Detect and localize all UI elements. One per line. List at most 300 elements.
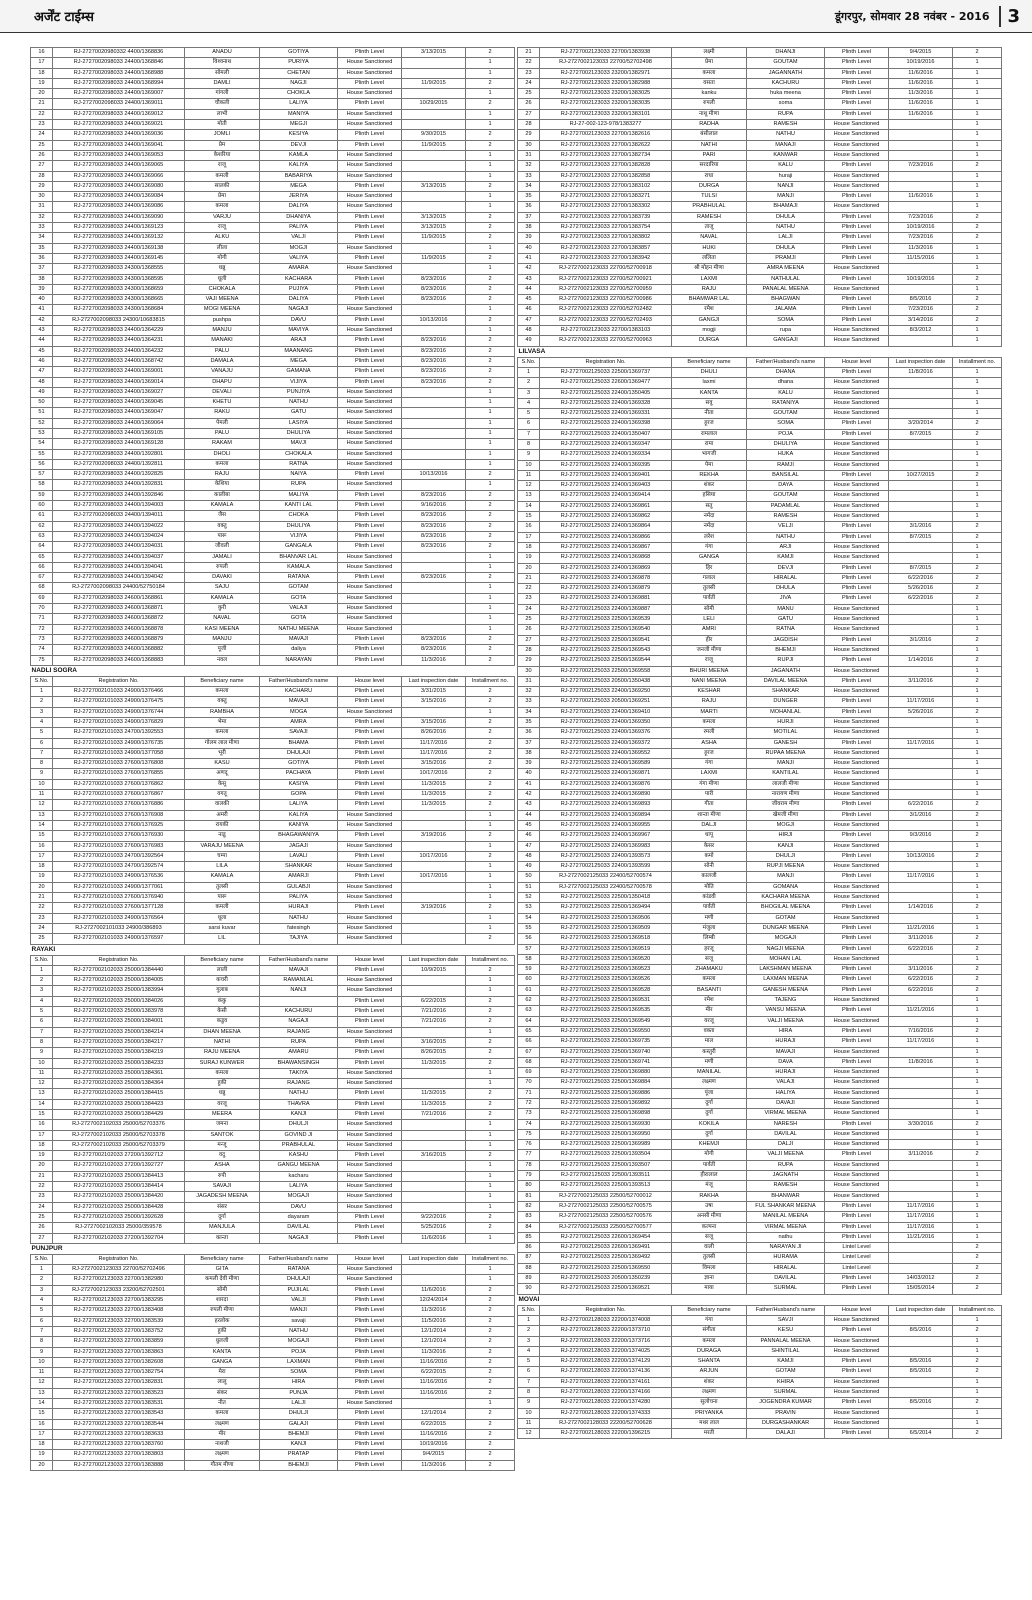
table-row	[518, 1160, 1002, 1170]
table-cell: HIRALAL	[747, 573, 825, 583]
table-cell: NAVAL	[185, 614, 260, 624]
table-cell: 53	[31, 428, 53, 438]
table-cell: RJ-2727002102033 25000/1384414	[53, 1182, 185, 1192]
table-cell: 1	[466, 58, 515, 68]
table-row	[518, 1232, 1002, 1242]
table-cell: 1	[953, 439, 1002, 449]
table-cell: 51	[31, 408, 53, 418]
table-cell: 1	[953, 1408, 1002, 1418]
table-cell: NAGAJI	[260, 1017, 338, 1027]
table-row	[518, 779, 1002, 789]
table-cell: RJ-2727002101033 27600/1376867	[53, 790, 185, 800]
table-cell: RJ-2727002102033 25000/1384219	[53, 1048, 185, 1058]
table-cell: 2	[466, 1296, 515, 1306]
table-cell: rupa	[747, 326, 825, 336]
table-cell: 33	[31, 223, 53, 233]
column-header: Last inspection date	[889, 1305, 953, 1315]
table-row	[518, 48, 1002, 58]
table-cell: House Sanctioned	[825, 1171, 889, 1181]
table-cell: RJ-2727002125033 22500/1393513	[540, 1181, 672, 1191]
table-cell: Plinth Level	[825, 573, 889, 583]
table-cell: कमला	[185, 728, 260, 738]
table-cell: 2	[466, 1212, 515, 1222]
table-cell: RJ-2727002125033 22400/1369403	[540, 481, 672, 491]
table-cell: 64	[31, 542, 53, 552]
table-cell: RJ-2727002125033 22500/1369535	[540, 1006, 672, 1016]
table-cell: RJ-2727002101033 27600/1376940	[53, 893, 185, 903]
table-cell: 16	[31, 841, 53, 851]
table-cell: House Sanctioned	[825, 512, 889, 522]
table-row	[31, 1409, 515, 1419]
table-cell: पारू	[185, 531, 260, 541]
table-cell: GANESH MEENA	[747, 985, 825, 995]
table-row	[31, 295, 515, 305]
table-cell: 1	[953, 501, 1002, 511]
table-cell: 80	[518, 1181, 540, 1191]
table-cell: 41	[31, 305, 53, 315]
table-cell: GOPA	[260, 790, 338, 800]
table-cell: RJ-2727002123033 22700/52702498	[540, 58, 672, 68]
section-title: RAYAKI	[31, 945, 56, 953]
table-cell: PRABHULAL	[672, 202, 747, 212]
table-cell: 11/3/2016	[889, 89, 953, 99]
table-cell: नवल	[185, 655, 260, 665]
table-cell: RAMESH	[747, 120, 825, 130]
table-cell	[889, 841, 953, 851]
table-row	[31, 1337, 515, 1347]
table-cell: 16	[31, 48, 53, 58]
table-cell	[402, 428, 466, 438]
table-cell: 15	[31, 1109, 53, 1119]
table-cell	[889, 491, 953, 501]
table-cell: 8/3/2012	[889, 326, 953, 336]
table-cell: Plinth Level	[338, 1460, 402, 1470]
table-cell: House Sanctioned	[825, 284, 889, 294]
table-cell: RJ-2727002098033 24400/1369047	[53, 408, 185, 418]
table-cell: Plinth Level	[825, 1212, 889, 1222]
table-row	[31, 78, 515, 88]
table-cell: 10	[518, 460, 540, 470]
table-cell: 2	[466, 1378, 515, 1388]
table-cell	[402, 810, 466, 820]
table-row	[518, 790, 1002, 800]
table-cell: Plinth Level	[338, 1347, 402, 1357]
table-cell: House Sanctioned	[338, 1161, 402, 1171]
table-cell: LIL	[185, 934, 260, 944]
table-cell: 1	[466, 624, 515, 634]
table-cell: VALIYA	[260, 253, 338, 263]
table-cell: ASHA	[672, 738, 747, 748]
table-cell: House Sanctioned	[338, 707, 402, 717]
table-cell: RJ-2727002125033 22400/1369350	[540, 718, 672, 728]
column-header: Last inspection date	[402, 676, 466, 686]
table-cell: House Sanctioned	[338, 305, 402, 315]
table-cell: दुर्गा	[672, 1098, 747, 1108]
table-cell: 1	[953, 378, 1002, 388]
table-row	[518, 862, 1002, 872]
table-cell: BHOGILAL MEENA	[747, 903, 825, 913]
table-cell: VIRMAL MEENA	[747, 1109, 825, 1119]
table-cell: 12	[31, 1378, 53, 1388]
table-cell: MEGA	[260, 181, 338, 191]
table-cell: 5/26/2016	[889, 584, 953, 594]
table-cell: House Sanctioned	[338, 89, 402, 99]
table-cell: RJ-2727002125033 22500/1350418	[540, 893, 672, 903]
table-cell: KACHARA	[260, 274, 338, 284]
table-row	[518, 1357, 1002, 1367]
table-cell: 2	[466, 1099, 515, 1109]
table-cell: Plinth Level	[825, 429, 889, 439]
table-cell: 45	[31, 346, 53, 356]
table-cell: 8/23/2016	[402, 521, 466, 531]
table-row	[518, 1098, 1002, 1108]
table-cell: 24	[518, 78, 540, 88]
table-cell: 5/26/2016	[889, 707, 953, 717]
table-cell: dayaram	[260, 1212, 338, 1222]
table-cell: RJ-2727002123033 22700/1383938	[540, 48, 672, 58]
table-cell: Plinth Level	[338, 738, 402, 748]
table-row	[518, 1201, 1002, 1211]
table-cell: 52	[518, 893, 540, 903]
table-cell: 11/6/2016	[889, 78, 953, 88]
table-cell: LAXMAN MEENA	[747, 975, 825, 985]
table-cell: RJ-2727002125033 22500/1369950	[540, 1129, 672, 1139]
table-cell: FUL SHANKAR MEENA	[747, 1201, 825, 1211]
table-cell: KAMJI	[747, 1357, 825, 1367]
table-cell: CHOKLA	[260, 89, 338, 99]
table-row	[518, 367, 1002, 377]
table-cell: Plinth Level	[825, 419, 889, 429]
table-row	[31, 1048, 515, 1058]
table-cell: SAVJI	[747, 1315, 825, 1325]
table-cell: TAJIYA	[260, 934, 338, 944]
table-cell: RUPJI MEENA	[747, 862, 825, 872]
table-cell: जैस	[185, 511, 260, 521]
table-cell: 1	[953, 264, 1002, 274]
table-cell: 2	[518, 378, 540, 388]
column-header: Installment no.	[466, 676, 515, 686]
table-cell: VALJI MEENA	[747, 1150, 825, 1160]
table-cell: House Sanctioned	[338, 862, 402, 872]
table-cell: पारी	[672, 790, 747, 800]
table-row	[518, 89, 1002, 99]
table-row	[31, 624, 515, 634]
table-cell: 1/14/2016	[889, 656, 953, 666]
table-cell: 2	[466, 965, 515, 975]
table-cell: 9/3/2016	[889, 831, 953, 841]
table-cell: MEERA	[185, 1109, 260, 1119]
table-cell: 67	[518, 1047, 540, 1057]
table-cell	[402, 841, 466, 851]
table-cell: प्रेमा	[672, 58, 747, 68]
section-title: PUNJPUR	[31, 1244, 63, 1252]
column-header: Registration No.	[53, 676, 185, 686]
table-cell: 2	[466, 367, 515, 377]
column-header: Father/Husband's name	[260, 1254, 338, 1264]
table-row	[518, 841, 1002, 851]
table-cell: House Sanctioned	[338, 1265, 402, 1275]
table-cell: लरेश	[672, 532, 747, 542]
table-cell: RJ-2727002101033 27600/1376808	[53, 759, 185, 769]
table-cell: 3	[518, 388, 540, 398]
table-cell: GOTA	[260, 593, 338, 603]
table-cell: RJ-2727002098033 24400/1364232	[53, 346, 185, 356]
table-cell: GOTAM	[260, 583, 338, 593]
table-cell: 1	[953, 1346, 1002, 1356]
table-cell: Plinth Level	[825, 470, 889, 480]
table-row	[518, 996, 1002, 1006]
table-cell: 1	[466, 68, 515, 78]
table-cell: 6	[31, 738, 53, 748]
table-cell: Plinth Level	[338, 779, 402, 789]
column-header: Father/Husband's name	[260, 955, 338, 965]
table-cell: Plinth Level	[825, 1150, 889, 1160]
table-cell: 51	[518, 882, 540, 892]
table-cell: RJ-2727002101033 24900/1376475	[53, 697, 185, 707]
table-cell: Plinth Level	[825, 58, 889, 68]
table-cell: MAVIYA	[260, 326, 338, 336]
table-cell: 3	[518, 1336, 540, 1346]
table-cell: Plinth Level	[825, 1429, 889, 1439]
table-cell: RJ-2727002098033 24400/1369084	[53, 192, 185, 202]
table-cell: House Sanctioned	[825, 130, 889, 140]
table-cell: 10/19/2016	[402, 1440, 466, 1450]
table-cell: 26	[31, 1223, 53, 1233]
table-cell: Plinth Level	[338, 872, 402, 882]
table-row	[518, 398, 1002, 408]
table-cell: सतु	[672, 501, 747, 511]
table-cell: Plinth Level	[825, 1026, 889, 1036]
table-cell: 1	[466, 418, 515, 428]
table-cell: नीता	[672, 409, 747, 419]
table-cell: LALJI	[747, 233, 825, 243]
table-cell: House Sanctioned	[825, 882, 889, 892]
table-row	[518, 759, 1002, 769]
table-cell: AMRA MEENA	[747, 264, 825, 274]
table-cell: KHEMJI	[672, 1140, 747, 1150]
table-cell: RJ-2727002125033 22500/1369526	[540, 975, 672, 985]
table-cell: 1	[466, 893, 515, 903]
table-cell: 11	[31, 790, 53, 800]
table-cell: 2	[466, 1326, 515, 1336]
table-cell: 2	[466, 634, 515, 644]
table-cell: RJ-2727002125033 22400/1369414	[540, 491, 672, 501]
table-cell: 2	[466, 78, 515, 88]
table-cell: 35	[31, 243, 53, 253]
table-cell: 8/7/2015	[889, 563, 953, 573]
table-cell: NARAYAN JI	[747, 1243, 825, 1253]
table-cell: हुकी	[185, 1079, 260, 1089]
table-cell: 72	[518, 1098, 540, 1108]
table-cell: JOMLI	[185, 130, 260, 140]
table-cell: 22	[31, 903, 53, 913]
table-cell: 8/23/2016	[402, 356, 466, 366]
table-cell: Plinth Level	[338, 233, 402, 243]
table-cell: NATHU	[260, 913, 338, 923]
table-cell: LALJI	[260, 1399, 338, 1409]
table-cell: 6/22/2015	[402, 1419, 466, 1429]
table-cell: Plinth Level	[825, 1201, 889, 1211]
table-cell: DAVAKI	[185, 573, 260, 583]
table-cell: RJ-2727002102033 25000/1392628	[53, 1212, 185, 1222]
table-cell: 2	[466, 223, 515, 233]
table-cell: RJ-2727002102033 25000/1384420	[53, 1192, 185, 1202]
table-cell: House Sanctioned	[825, 553, 889, 563]
table-row	[518, 563, 1002, 573]
table-cell: 31	[518, 150, 540, 160]
table-cell: SOMA	[747, 419, 825, 429]
table-cell: 2	[953, 522, 1002, 532]
table-cell: 2	[953, 635, 1002, 645]
table-cell	[402, 58, 466, 68]
table-row	[31, 831, 515, 841]
table-cell: House Sanctioned	[338, 810, 402, 820]
table-cell: 14	[31, 1399, 53, 1409]
table-cell: 11/5/2016	[402, 1316, 466, 1326]
table-cell: 10/29/2015	[402, 99, 466, 109]
table-cell: Plinth Level	[825, 522, 889, 532]
table-cell: House Sanctioned	[338, 192, 402, 202]
table-cell: सवु	[672, 398, 747, 408]
table-cell: NANJI	[260, 986, 338, 996]
table-cell: House Sanctioned	[825, 542, 889, 552]
table-cell: 2	[953, 903, 1002, 913]
table-cell: 2	[466, 718, 515, 728]
table-row	[31, 851, 515, 861]
table-row	[518, 615, 1002, 625]
table-cell: RJ-2727002098033 24300/1368595	[53, 274, 185, 284]
table-cell: House Sanctioned	[825, 604, 889, 614]
table-cell: CHOKALA	[185, 284, 260, 294]
header-row	[31, 676, 515, 686]
table-cell: 66	[31, 562, 53, 572]
table-cell: विमला	[672, 1263, 747, 1273]
table-cell: 3/13/2015	[402, 223, 466, 233]
table-cell: RJ-2727002125033 22400/1369331	[540, 409, 672, 419]
table-cell: 2	[953, 1284, 1002, 1294]
table-cell: 1	[953, 625, 1002, 635]
table-cell: 48	[518, 326, 540, 336]
table-row	[31, 192, 515, 202]
table-row	[31, 377, 515, 387]
table-row	[518, 820, 1002, 830]
table-cell: RJ-2727002125033 22400/1369878	[540, 573, 672, 583]
table-cell: 11/3/2015	[402, 779, 466, 789]
table-cell: House Sanctioned	[825, 1388, 889, 1398]
table-cell: GANGU MEENA	[260, 1161, 338, 1171]
section-title: NADLI SOGRA	[31, 666, 77, 674]
table-cell: 32	[518, 161, 540, 171]
table-cell: कंकु	[185, 996, 260, 1006]
table-cell: RJ-2727002101033 27600/1376862	[53, 779, 185, 789]
table-cell: 1	[466, 583, 515, 593]
table-row	[31, 1223, 515, 1233]
table-cell: RUPAA MEENA	[747, 748, 825, 758]
table-cell: 1	[466, 1192, 515, 1202]
table-cell: कमली देवी मीणा	[185, 1275, 260, 1285]
table-cell: JAGNATH	[747, 1171, 825, 1181]
table-cell: 11/17/2016	[889, 697, 953, 707]
table-cell: RJ-2727002125033 22400/1369876	[540, 779, 672, 789]
table-cell: 8/5/2016	[889, 1326, 953, 1336]
table-cell: JAGANATH	[747, 666, 825, 676]
table-cell: RJ-2727002125033 22400/1369376	[540, 728, 672, 738]
table-cell: MAVAJI	[260, 634, 338, 644]
table-cell: 37	[518, 738, 540, 748]
table-cell: HUKI	[672, 243, 747, 253]
table-cell: MANIYA	[260, 109, 338, 119]
table-cell: RJ-2727002128033 22200/1374008	[540, 1315, 672, 1325]
table-cell: Plinth Level	[338, 1326, 402, 1336]
table-cell: सोमी	[672, 604, 747, 614]
table-cell: 1	[953, 243, 1002, 253]
table-cell	[889, 625, 953, 635]
table-cell	[402, 305, 466, 315]
table-cell: RJ-2727002125033 22500/1369520	[540, 954, 672, 964]
table-cell: 8/26/2015	[402, 1048, 466, 1058]
table-cell: pushpa	[185, 315, 260, 325]
table-cell: केशिया	[185, 480, 260, 490]
table-cell: वाली	[672, 1243, 747, 1253]
table-row	[518, 1336, 1002, 1346]
table-row	[518, 1377, 1002, 1387]
table-cell: huraji	[747, 171, 825, 181]
table-cell	[889, 264, 953, 274]
table-cell: MANILAL	[672, 1068, 747, 1078]
table-cell: 1	[953, 1315, 1002, 1325]
table-cell: कमला	[185, 1409, 260, 1419]
table-cell: गीता	[672, 800, 747, 810]
table-cell: कमली	[185, 171, 260, 181]
table-cell: MANAJI	[747, 140, 825, 150]
table-cell: RATNA	[260, 459, 338, 469]
table-row	[31, 428, 515, 438]
table-cell: 29	[518, 130, 540, 140]
table-cell: 8/23/2016	[402, 511, 466, 521]
table-row	[518, 851, 1002, 861]
table-cell: Plinth Level	[338, 1368, 402, 1378]
table-cell: 2	[466, 130, 515, 140]
table-cell: MEGA	[260, 356, 338, 366]
table-cell: PURIYA	[260, 58, 338, 68]
table-cell: RJ-2727002098033 24400/1369014	[53, 377, 185, 387]
table-cell: BHURI MEENA	[672, 666, 747, 676]
table-row	[31, 284, 515, 294]
table-cell	[889, 1129, 953, 1139]
table-cell: DURAGA	[672, 1346, 747, 1356]
table-row	[518, 532, 1002, 542]
table-cell: 62	[31, 521, 53, 531]
table-cell: वसता	[672, 78, 747, 88]
table-cell: Plinth Level	[825, 192, 889, 202]
table-cell: सोनी	[672, 862, 747, 872]
table-cell: 1	[466, 1399, 515, 1409]
table-cell: LAXMI	[672, 274, 747, 284]
table-cell: 11/6/2016	[889, 192, 953, 202]
table-cell: House Sanctioned	[825, 1408, 889, 1418]
table-cell: 9	[31, 769, 53, 779]
table-cell: LELI	[672, 615, 747, 625]
table-cell: BHEMJI	[260, 1460, 338, 1470]
table-row	[31, 996, 515, 1006]
table-cell: MOGJI	[747, 820, 825, 830]
table-row	[518, 1016, 1002, 1026]
table-cell: DHULA	[747, 584, 825, 594]
table-cell: शारदा	[185, 1296, 260, 1306]
table-cell: 11/16/2016	[402, 1429, 466, 1439]
table-cell: SAVAJI	[185, 1182, 260, 1192]
table-row	[518, 594, 1002, 604]
